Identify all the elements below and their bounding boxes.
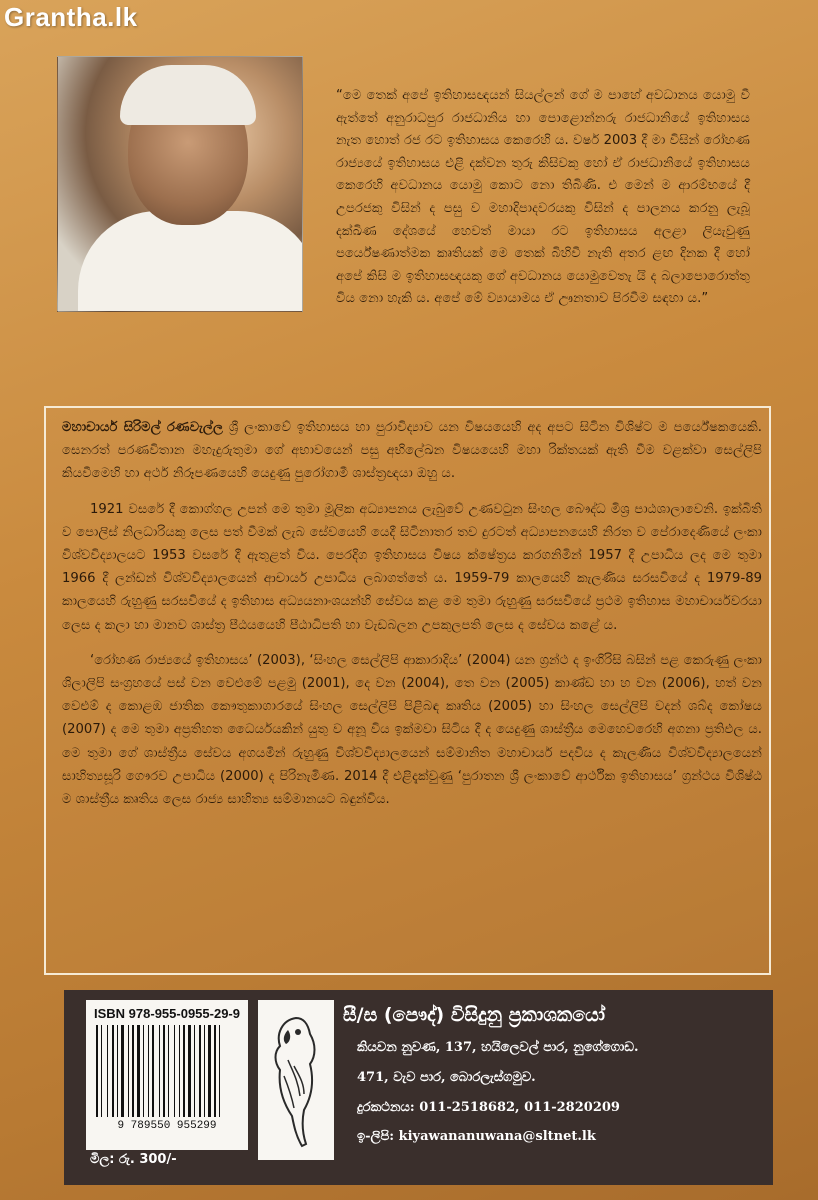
barcode-bar (143, 1025, 144, 1117)
parrot-icon (258, 1000, 334, 1160)
barcode-bar (135, 1025, 136, 1117)
barcode-bar (168, 1025, 169, 1117)
barcode-bar (183, 1025, 185, 1117)
barcode-panel (86, 1000, 248, 1150)
barcode-bar (119, 1025, 120, 1117)
barcode (96, 1025, 238, 1117)
barcode-bar (150, 1025, 151, 1117)
barcode-bar (206, 1025, 207, 1117)
barcode-bar (121, 1025, 124, 1117)
quote-text: “මෙ තෙක් අපේ ඉතිහාසඥයන් සියල්ලන් ගේ ම පාහේ අවධානය යොමු වී ඇත්තේ අනුරාධපුර රාජධානිය හා පොළොන්නරු රාජධානියේ ඉතිහාසය නැත හොත් රජ රට ඉතිහාසය කෙරෙහි ය. වර්ෂ 2003 දී මා විසින් රෝහණ රාජ්‍යයේ ඉතිහාසය එළි දක්වන තුරු කිසිවකු හෝ ඒ රාජධානියේ ඉතිහාසය කෙරෙහි අවධානය යොමු කොට නො තිබිණි. එ මෙන් ම ආරම්භයේ දී උපරජකු විසින් ද පසු ව මහාදිපාදවරයකු විසින් ද පාලනය කරනු ලැබූ දක්ඛිණ දේශයේ හෙවත් මායා රට ඉතිහාසය අලළා ලියැවුණු පර්යේෂණාත්මක කෘතියක් මෙ තෙක් බිහිවී නැති අතර ළඟ දිනක දී හෝ අපේ කිසි ම ඉතිහාසඥයකු ගේ අවධානය යොමුවෙතැ යි ද බලාපොරොත්තු විය නො හැකි ය. අපේ මේ ව්‍යායාමය ඒ ඌනතාව පිරවීම සඳහා ය.” (336, 88, 750, 307)
barcode-number: 9 789550 955299 (117, 1120, 217, 1132)
barcode-bar (166, 1025, 167, 1117)
barcode-bar (125, 1025, 127, 1117)
author-quote (70, 85, 750, 331)
bio-paragraph-1-text: ශ්‍රී ලංකාවේ ඉතිහාසය හා පුරාවිද්‍යාව යන විෂයයෙහි අද අපට සිටින විශිෂ්ට ම පර්යේෂකයෙකි. සෙනරත් පරණවිතාන මහැදුරුතුමා ගේ අභාවයෙන් පසු අභිලේඛන විෂයයෙහි මහා රික්තයක් ඇති වීම වළක්වා සෙල්ලිපි කියවීමෙහි හා අර්ථ නිරූපණයෙහි යෙදුණු පුරෝගාමී ශාස්ත්‍රඥයා ඔහු ය. (62, 420, 762, 482)
barcode-bar (161, 1025, 162, 1117)
publisher-logo (258, 1000, 334, 1160)
barcode-bar (117, 1025, 118, 1117)
publisher-name: සී/ස (පෞද්) විසිදුනු ප්‍රකාශකයෝ (343, 1004, 606, 1026)
barcode-bar (176, 1025, 178, 1117)
barcode-bar (128, 1025, 129, 1117)
barcode-bar (199, 1025, 201, 1117)
barcode-bar (159, 1025, 160, 1117)
barcode-bar (170, 1025, 173, 1117)
isbn-label: ISBN 978-955-0955-29-9 (94, 1006, 240, 1021)
photo-spacer (70, 85, 336, 331)
barcode-bar (99, 1025, 100, 1117)
barcode-bar (155, 1025, 158, 1117)
barcode-bar (137, 1025, 140, 1117)
barcode-bar (96, 1025, 98, 1117)
barcode-bar (221, 1025, 223, 1117)
barcode-bar (204, 1025, 205, 1117)
price-label: මිල: රු. 300/- (90, 1152, 177, 1167)
bio-paragraph-2: 1921 වසරේ දී කොග්ගල උපන් මෙ තුමා මූලික අධ්‍යාපනය ලැබුවේ උණවටුන සිංහල බෞද්ධ මිශ්‍ර පාඨශාලාවෙනි. ඉක්බිති ව පොලිස් නිලධාරියකු ලෙස පත් වීමක් ලැබ සේවයෙහි යෙදී සිටිනාතර තව දුරටත් අධ්‍යාපනයෙහි නිරත ව පේරාදෙණියේ ලංකා විශ්වවිද්‍යාලයට 1953 වසරේ දී ඇතුළත් විය. පෙරදිග ඉතිහාසය විෂය ක්ෂේත්‍රය කරගනිමින් 1957 දී උපාධිය ලද මෙ තුමා 1966 දී ලන්ඩන් විශ්වවිද්‍යාලයෙන් ආචාර්ය උපාධිය ලබාගත්තේ ය. 1959-79 කාලයෙහි කැලණිය සරසවියේ ද 1979-89 කාලයෙහි රුහුණු සරසවියේ ද ඉතිහාස අධ්‍යයනාංශයන්හි සේවය කළ මෙ තුමා රුහුණු සරසවියේ ප්‍රථම ඉතිහාස මහාචාර්යවරයා ලෙස ද කලා හා මානව ශාස්ත්‍ර පීඨයයෙහි පීඨාධිපති හා වැඩබලන උපකුලපති ලෙස ද සේවය කළේ ය. (62, 501, 762, 633)
barcode-bar (217, 1025, 218, 1117)
publisher-address-1: කියවන නුවණ, 137, හයිලෙවල් පාර, නුගේගොඩ. (357, 1040, 639, 1055)
barcode-bar (141, 1025, 142, 1117)
barcode-bar (179, 1025, 180, 1117)
barcode-bar (152, 1025, 154, 1117)
barcode-bar (188, 1025, 191, 1117)
bio-paragraph-1 (62, 416, 762, 486)
site-watermark: Grantha.lk (4, 2, 138, 32)
author-name: මහාචාර්ය සිරිමල් රණවැල්ල (62, 420, 224, 435)
barcode-bar (107, 1025, 108, 1117)
barcode-bar (130, 1025, 131, 1117)
publisher-address-2: 471, වැව පාර, බොරලැස්ගමුව. (357, 1070, 536, 1085)
barcode-bar (115, 1025, 116, 1117)
barcode-bar (194, 1025, 195, 1117)
barcode-bar (112, 1025, 114, 1117)
publisher-email: ඉ-ලිපි: kiyawananuwana@sltnet.lk (357, 1129, 596, 1144)
barcode-bar (219, 1025, 220, 1117)
barcode-bar (109, 1025, 111, 1117)
barcode-bar (101, 1025, 102, 1117)
barcode-bar (212, 1025, 213, 1117)
barcode-bar (192, 1025, 193, 1117)
bio-paragraph-3: ‘රෝහණ රාජ්‍යයේ ඉතිහාසය’ (2003), ‘සිංහල සෙල්ලිපි ආකාරාදිය’ (2004) යන ග්‍රන්ථ ද ඉංගිරිසි බසින් පළ කෙරුණු ලංකා ශිලාලිපි සංග්‍රහයේ පස් වන වෙළුමේ පළමු (2001), දෙ වන (2004), තෙ වන (2005) කාණ්ඩ හා හ වන (2006), හත් වන වෙළුම් ද කොළඹ ජාතික කෞතුකාගාරයේ සිංහල සෙල්ලිපි පිළිබඳ කෘතිය (2005) හා සිංහල සෙල්ලිපි වදන් ශබ්ද කෝෂය (2007) ද මෙ තුමා අප්‍රතිහත ධෛර්යයකින් යුතු ව අනූ විය ඉක්මවා සිටිය දී ද යෙදුණු ශාස්ත්‍රීය මෙහෙවරෙහි අගනා ප්‍රතිඵල ය. මෙ තුමා ගේ ශාස්ත්‍රීය සේවය අගයමින් රුහුණු විශ්වවිද්‍යාලයෙන් සම්මානිත මහාචාර්ය පදවිය ද කැලණිය විශ්වවිද්‍යාලයෙන් සාහිත්‍යසූරි ගෞරව උපාධිය (2000) ද පිරිනැමිණ. 2014 දී එළිදැක්වුණු ‘පුරාතන ශ්‍රී ලංකාවේ ආර්ථික ඉතිහාසය’ ග්‍රන්ථය විශිෂ්ඨ ම ශාස්ත්‍රීය කෘතිය ලෙස රාජ්‍ය සාහිත්‍ය සම්මානයට බඳුන්විය. (62, 652, 762, 808)
barcode-bar (208, 1025, 211, 1117)
barcode-bar (202, 1025, 203, 1117)
publisher-phone: දුරකථනය: 011-2518682, 011-2820209 (357, 1100, 620, 1115)
barcode-bar (145, 1025, 147, 1117)
biography (62, 416, 762, 823)
barcode-bar (103, 1025, 106, 1117)
barcode-bar (174, 1025, 175, 1117)
barcode-bar (181, 1025, 182, 1117)
barcode-bar (196, 1025, 198, 1117)
barcode-bar (214, 1025, 216, 1117)
barcode-bar (148, 1025, 149, 1117)
barcode-bar (163, 1025, 165, 1117)
barcode-bar (132, 1025, 134, 1117)
barcode-bar (186, 1025, 187, 1117)
